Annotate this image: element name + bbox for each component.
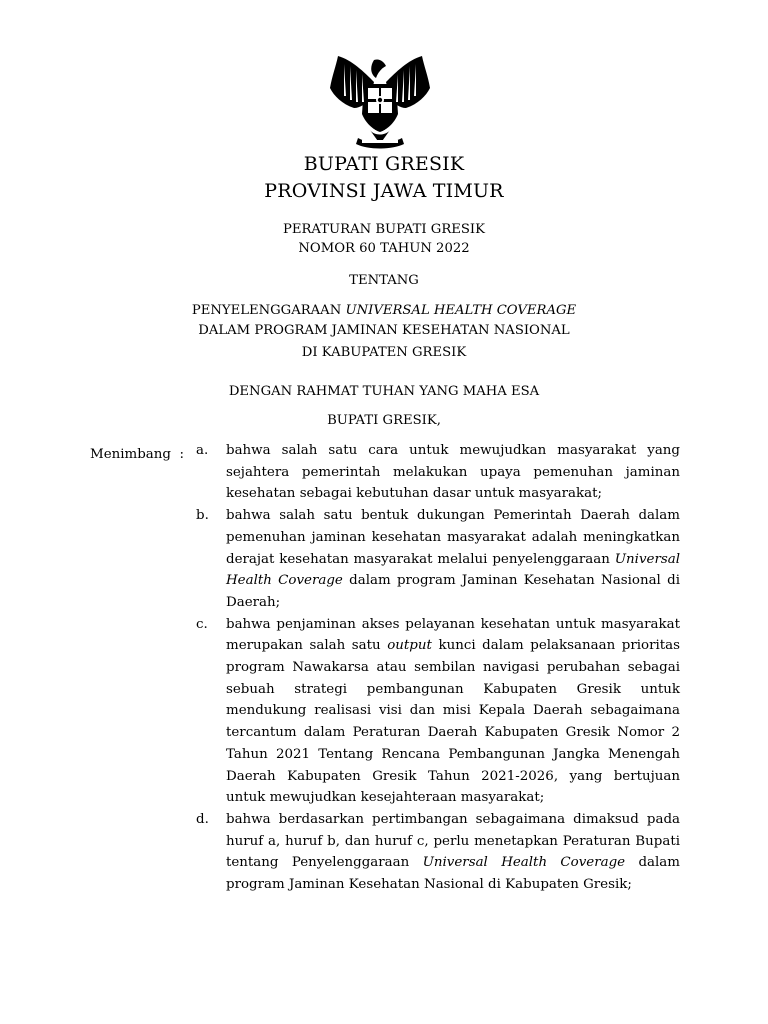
item-text (226, 505, 680, 614)
item-text-pre: bahwa penjaminan akses pelayanan kesehatan untuk masyarakat merupakan salah satu (226, 616, 680, 654)
considerations-label-text: Menimbang (90, 447, 171, 462)
about-heading: TENTANG (349, 273, 419, 288)
item-text-italic: Universal Health Coverage (422, 855, 626, 871)
item-text: bahwa salah satu cara untuk mewujudkan masyarakat yang sejahtera pemerintah melakukan upaya pemenuhan jaminan kesehatan sebagai kebutuhan dasar untuk masyarakat; (226, 443, 680, 502)
regent-title: BUPATI GRESIK (303, 153, 465, 175)
regulation-number: NOMOR 60 TAHUN 2022 (298, 241, 470, 256)
item-text (226, 809, 680, 896)
regent-line: BUPATI GRESIK, (327, 413, 441, 428)
subject-italic: UNIVERSAL HEALTH COVERAGE (345, 303, 577, 318)
subject-line-1 (0, 303, 768, 318)
considerations-list (196, 440, 680, 896)
item-letter: a. (196, 443, 209, 458)
subject-line-2: DALAM PROGRAM JAMINAN KESEHATAN NASIONAL (198, 323, 570, 338)
item-text-post: kunci dalam pelaksanaan prioritas program Nawakarsa atau sembilan navigasi perubahan sebagai sebuah strategi pembangunan Kabupaten Gresik untuk mendukung realisasi visi dan misi Kepala Daerah sebagaimana tercantum dalam Peraturan Daerah Kabupaten Gresik Nomor 2 Tahun 2021 Tentang Rencana Pembangunan Jangka Menengah Daerah Kabupaten Gresik Tahun 2021-2026, yang bertujuan untuk mewujudkan kesejahteraan masyarakat; (226, 638, 680, 806)
garuda-emblem-icon (324, 52, 436, 152)
list-item (196, 809, 680, 896)
list-item (196, 440, 680, 505)
subject-line-3: DI KABUPATEN GRESIK (301, 345, 467, 360)
considerations-label (90, 447, 184, 462)
item-text-post: dalam program Jaminan Kesehatan Nasional di Daerah; (226, 573, 680, 610)
list-item (196, 614, 680, 809)
list-item (196, 505, 680, 614)
blessing-line: DENGAN RAHMAT TUHAN YANG MAHA ESA (228, 384, 540, 399)
item-letter: d. (196, 811, 209, 827)
item-text (226, 614, 680, 809)
province-title: PROVINSI JAWA TIMUR (264, 180, 504, 202)
considerations-colon: : (179, 447, 185, 462)
item-text-post: dalam program Jaminan Kesehatan Nasional di Kabupaten Gresik; (226, 855, 680, 893)
subject-prefix: PENYELENGGARAAN (191, 303, 346, 318)
item-text-italic: Universal Health Coverage (226, 551, 680, 589)
item-text-italic: output (387, 638, 432, 654)
item-letter: b. (196, 508, 209, 524)
item-letter: c. (196, 616, 208, 632)
item-text-pre: bahwa berdasarkan pertimbangan sebagaimana dimaksud pada huruf a, huruf b, dan huruf c, perlu menetapkan Peraturan Bupati tentang Penyelenggaraan (226, 811, 680, 871)
item-text-pre: bahwa salah satu bentuk dukungan Pemerintah Daerah dalam pemenuhan jaminan kesehatan masyarakat adalah meningkatkan derajat kesehatan masyarakat melalui penyelenggaraan (226, 508, 680, 567)
regulation-title: PERATURAN BUPATI GRESIK (283, 222, 485, 237)
